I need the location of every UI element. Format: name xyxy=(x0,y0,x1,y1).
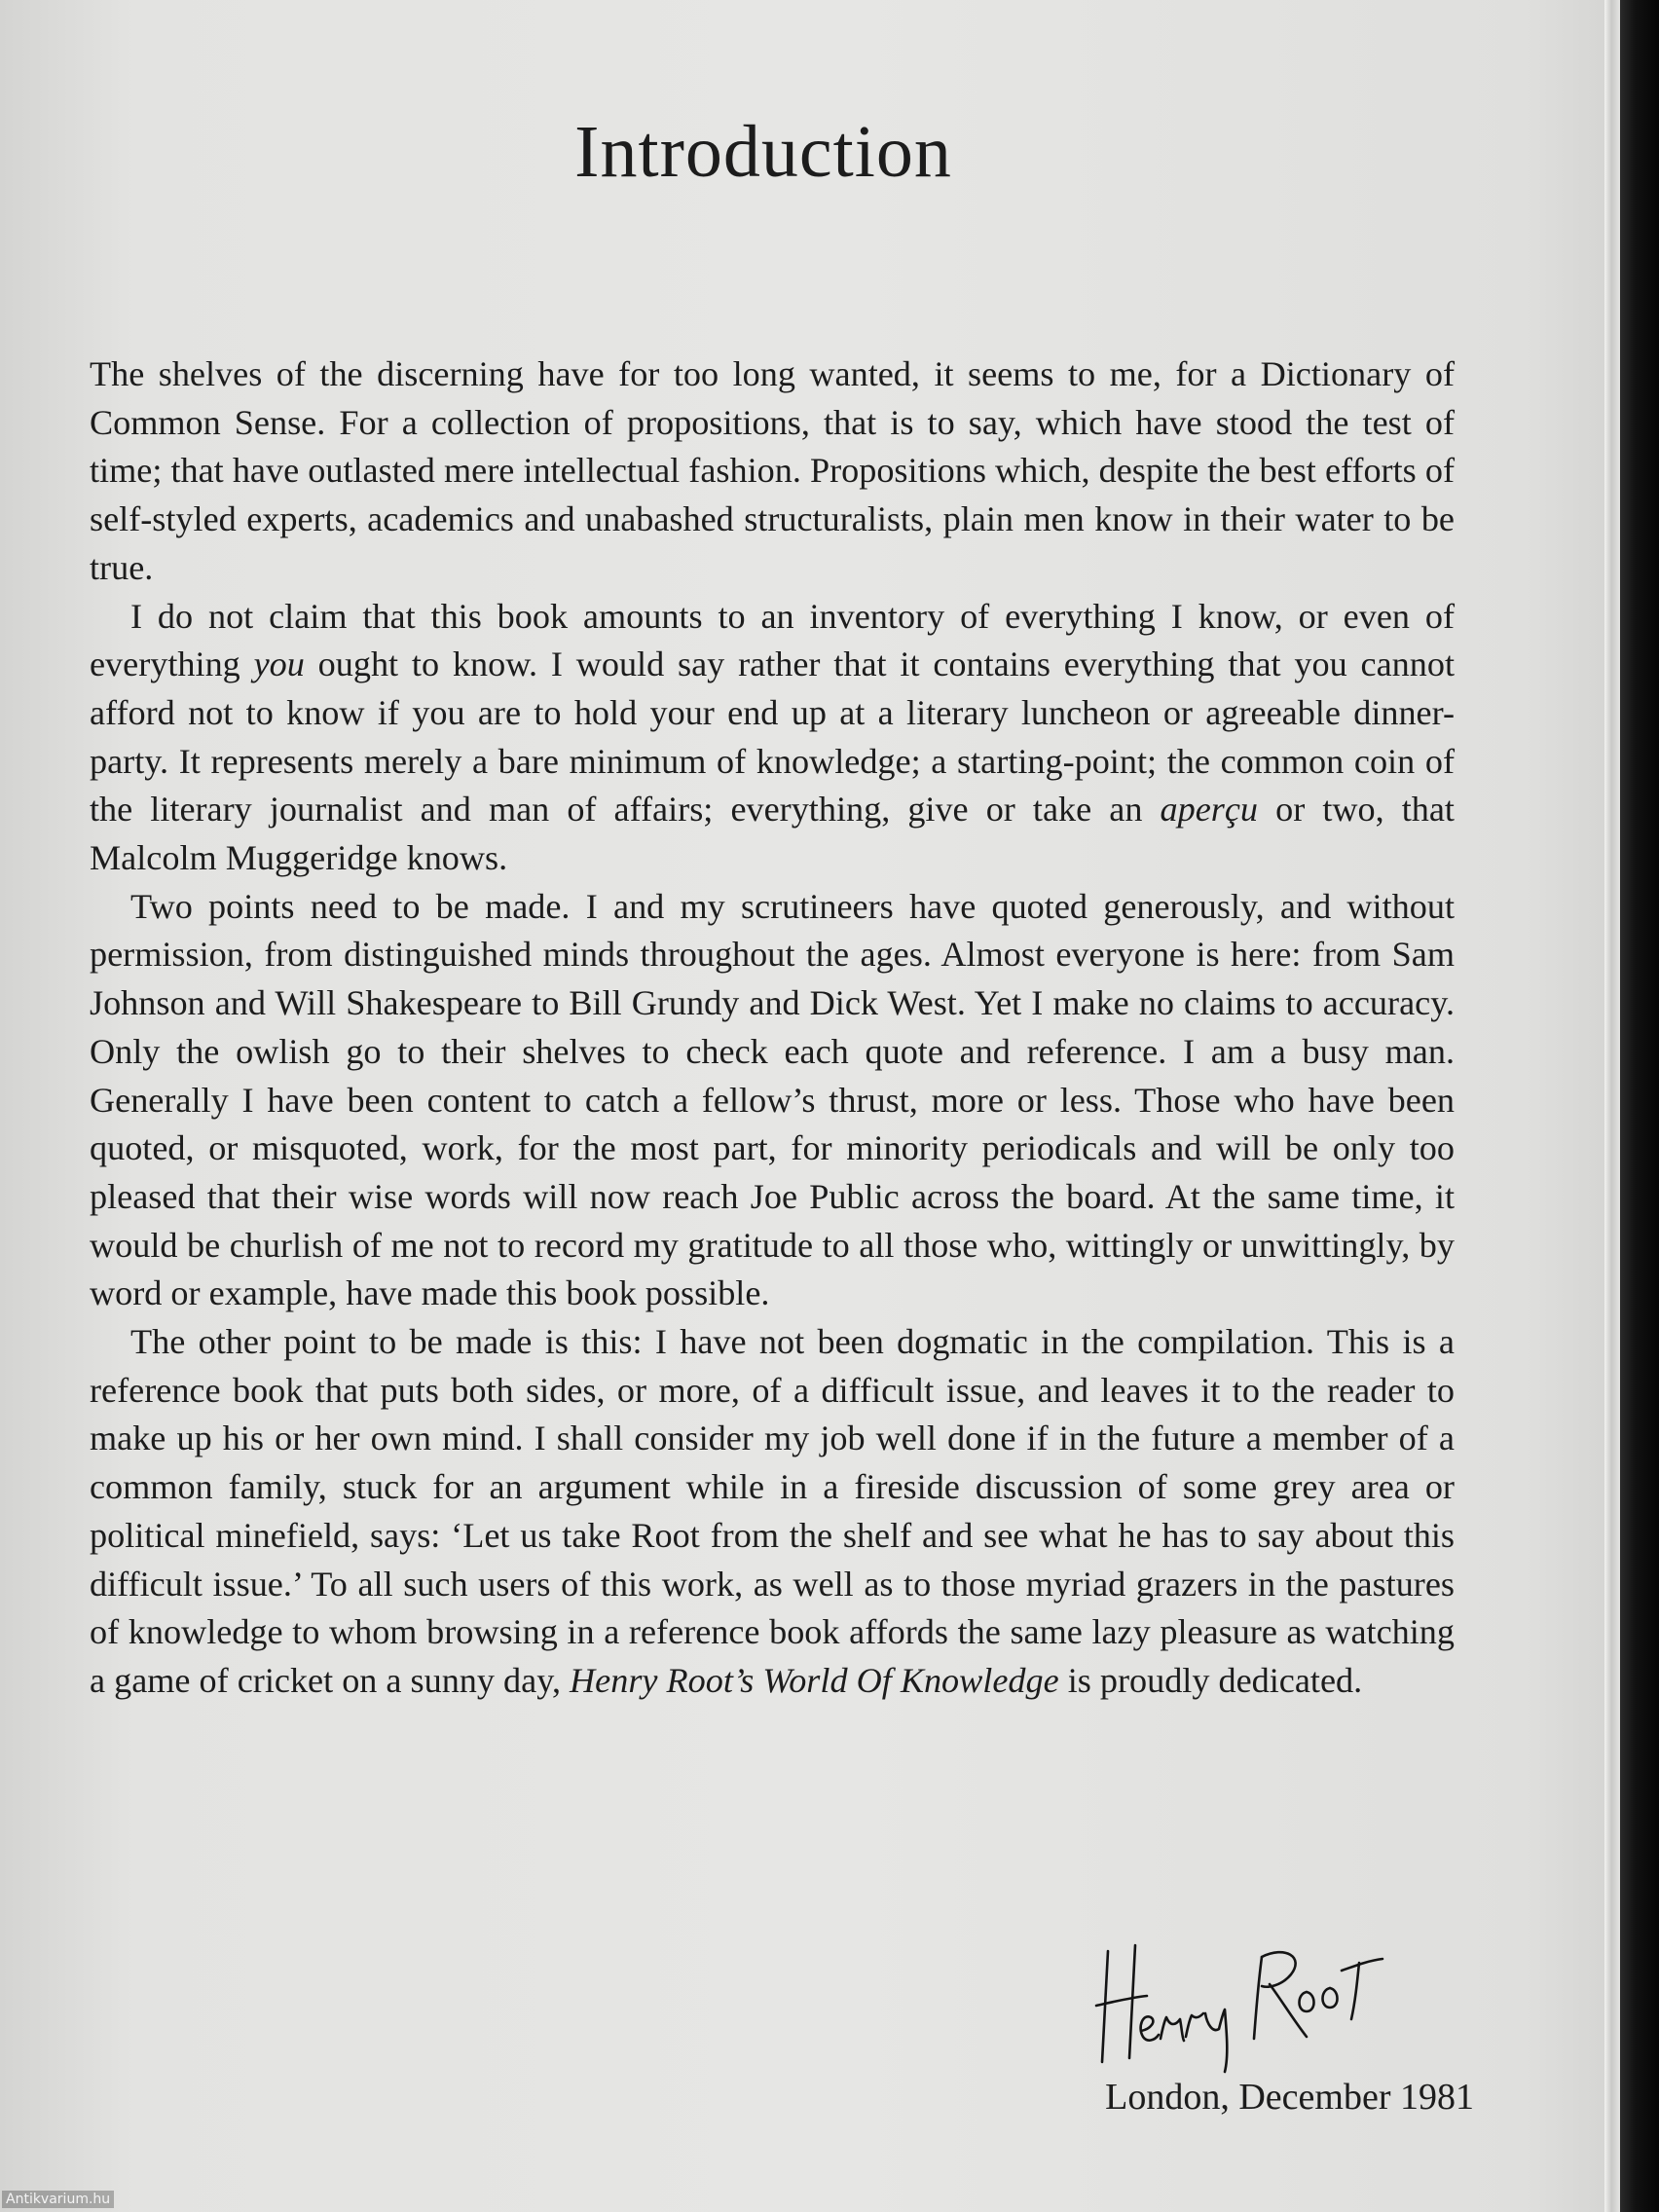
handwritten-signature xyxy=(1090,1936,1392,2082)
text-run: Two points need to be made. I and my scrutineers have quoted generously, and without permission, from distinguished minds throughout the ages. Almost everyone is here: from Sam Johnson and Will Shakespeare to Bill Grundy and Dick West. Yet I make no claims to accuracy. Only the owlish go to their shelves to check each quote and reference. I am a busy man. Generally I have been content to catch a fellow’s thrust, more or less. Those who have been quoted, or misquoted, work, for the most part, for minority periodicals and will be only too pleased that their wise words will now reach Joe Public across the board. At the same time, it would be churlish of me not to record my gratitude to all those who, wittingly or unwittingly, by word or example, have made this book possible. xyxy=(90,886,1455,1313)
text-run: I do not claim that this book amounts to an inventory of everything I know, or even of everything xyxy=(90,596,1455,684)
text-run: is proudly dedicated. xyxy=(1058,1660,1363,1700)
place-and-date: London, December 1981 xyxy=(1105,2077,1474,2118)
watermark: Antikvarium.hu xyxy=(2,2191,114,2208)
page-edge xyxy=(1604,0,1620,2212)
italic-text-run: aperçu xyxy=(1160,790,1259,830)
text-run: ought to know. I would say rather that it contains everything that you cannot afford not to know if you are to hold your end up at a literary luncheon or agreeable dinner-party. It represents merely a bare minimum of knowledge; a starting-point; the common coin of the literary journalist and man of affairs; everything, give or take an xyxy=(90,645,1455,830)
paragraph xyxy=(90,883,1455,1318)
paragraph xyxy=(90,593,1455,883)
page-title: Introduction xyxy=(574,111,952,193)
text-run: The other point to be made is this: I have not been dogmatic in the compilation. This is a reference book that puts both sides, or more, of a difficult issue, and leaves it to the reader to make up his or her own mind. I shall consider my job well done if in the future a member of a common family, stuck for an argument while in a fireside discussion of some grey area or political minefield, says: ‘Let us take Root from the shelf and see what he has to say about this difficult issue.’ To all such users of this work, as well as to those myriad grazers in the pastures of knowledge to whom browsing in a reference book affords the same lazy pleasure as watching a game of cricket on a sunny day, xyxy=(90,1322,1455,1700)
italic-text-run: you xyxy=(253,645,305,684)
introduction-body xyxy=(90,350,1455,1706)
text-run: or two, that Malcolm Muggeridge knows. xyxy=(90,790,1455,878)
text-run: The shelves of the discerning have for too long wanted, it seems to me, for a Dictionary of Common Sense. For a collection of propositions, that is to say, which have stood the test of time; that have outlasted mere intellectual fashion. Propositions which, despite the best efforts of self-styled experts, academics and unabashed structuralists, plain men know in their water to be true. xyxy=(90,354,1455,587)
paragraph xyxy=(90,350,1455,593)
italic-book-title: Henry Root’s World Of Knowledge xyxy=(570,1660,1059,1700)
book-cover-edge xyxy=(1620,0,1659,2212)
paragraph xyxy=(90,1318,1455,1706)
